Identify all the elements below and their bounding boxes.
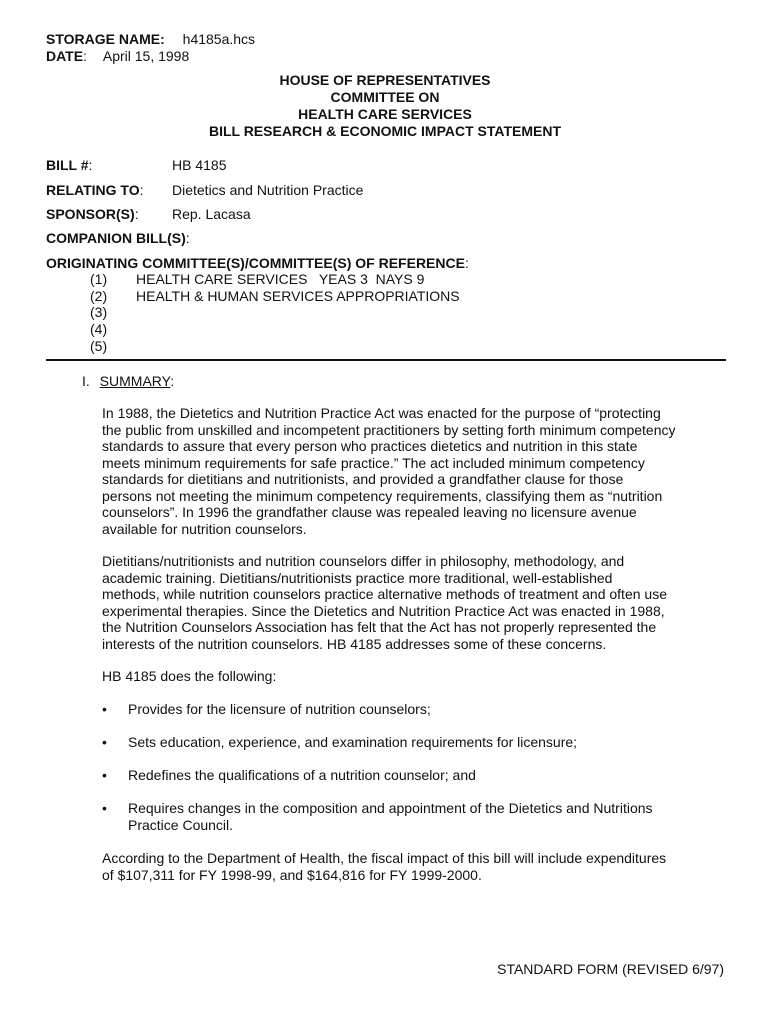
originating-committee-label: ORIGINATING COMMITTEE(S)/COMMITTEE(S) OF REFERENCE: xyxy=(46,255,469,271)
paragraph-line: According to the Department of Health, the fiscal impact of this bill will include expenditures xyxy=(102,850,667,866)
paragraph-line: counselors”. In 1996 the grandfather clause was repealed leaving no licensure avenue xyxy=(102,504,637,520)
date-label: DATE xyxy=(46,48,84,64)
paragraph-line: of $107,311 for FY 1998-99, and $164,816 for FY 1999-2000. xyxy=(102,866,482,883)
paragraph-line: interests of the nutrition counselors. HB 4185 addresses some of these concerns. xyxy=(102,635,607,652)
reference-number: (1) xyxy=(90,271,108,287)
form-footer: STANDARD FORM (REVISED 6/97) xyxy=(497,961,724,977)
paragraph-line: available for nutrition counselors. xyxy=(102,520,307,537)
bill-number-label: BILL #: xyxy=(46,157,93,173)
sponsor-value: Rep. Lacasa xyxy=(172,206,251,222)
title-line-2: COMMITTEE ON xyxy=(330,89,440,105)
reference-text: HEALTH & HUMAN SERVICES APPROPRIATIONS xyxy=(136,288,460,304)
bullet-icon: • xyxy=(102,800,107,816)
paragraph-line: experimental therapies. Since the Dietetics and Nutrition Practice Act was enacted in 1988, xyxy=(102,602,665,619)
title-line-3: HEALTH CARE SERVICES xyxy=(298,106,472,122)
paragraph-line: persons not meeting the minimum competency requirements, classifying them as “nutrition xyxy=(102,487,663,504)
paragraph-line: In 1988, the Dietetics and Nutrition Practice Act was enacted for the purpose of “protecting xyxy=(102,405,661,421)
paragraph-line: the Nutrition Counselors Association has felt that the Act has not properly represented the xyxy=(102,619,657,635)
section-numeral: I. xyxy=(82,373,90,389)
paragraph-line: standards for dietitians and nutritionists, and provided a grandfather clause for those xyxy=(102,471,624,487)
storage-name-value: h4185a.hcs xyxy=(182,31,256,47)
title-line-4: BILL RESEARCH & ECONOMIC IMPACT STATEMENT xyxy=(208,123,562,139)
bullet-icon: • xyxy=(102,701,107,717)
bullet-icon: • xyxy=(102,767,107,783)
relating-to-value: Dietetics and Nutrition Practice xyxy=(172,182,364,198)
paragraph-line: meets minimum requirements for safe practice.” The act included minimum competency xyxy=(102,454,645,471)
paragraph-line: the public from unskilled and incompetent practitioners by setting forth minimum competency xyxy=(102,421,676,438)
provision-item: Redefines the qualifications of a nutrition counselor; and xyxy=(128,767,476,783)
date-line: DATE: April 15, 1998 xyxy=(46,48,190,64)
paragraph-line: methods, while nutrition counselors practice alternative methods of treatment and often use xyxy=(102,586,667,602)
bill-provisions-intro: HB 4185 does the following: xyxy=(102,668,277,684)
provision-item: Requires changes in the composition and appointment of the Dietetics and Nutritions Practice Council. xyxy=(128,800,653,833)
bill-number-value: HB 4185 xyxy=(172,157,227,173)
date-value: April 15, 1998 xyxy=(102,48,190,64)
sponsor-label: SPONSOR(S): xyxy=(46,206,139,222)
paragraph-line: Dietitians/nutritionists and nutrition counselors differ in philosophy, methodology, and xyxy=(102,553,625,569)
provision-item: Sets education, experience, and examination requirements for licensure; xyxy=(128,734,578,750)
title-line-1: HOUSE OF REPRESENTATIVES xyxy=(279,72,491,88)
paragraph-line: standards to assure that every person who practices dietetics and nutrition in this state xyxy=(102,438,638,454)
relating-to-label: RELATING TO: xyxy=(46,182,144,198)
summary-title: SUMMARY xyxy=(99,373,171,389)
storage-name-line: STORAGE NAME: h4185a.hcs xyxy=(46,31,256,47)
summary-paragraph-1 xyxy=(102,405,732,537)
provision-item: Provides for the licensure of nutrition counselors; xyxy=(128,701,431,717)
section-divider xyxy=(46,359,726,361)
reference-number: (5) xyxy=(90,338,108,354)
reference-number: (2) xyxy=(90,288,108,304)
companion-bills-label: COMPANION BILL(S): xyxy=(46,230,190,246)
reference-text: HEALTH CARE SERVICES YEAS 3 NAYS 9 xyxy=(136,271,425,287)
paragraph-line: academic training. Dietitians/nutritionists practice more traditional, well-established xyxy=(102,569,613,586)
summary-heading: I. SUMMARY: xyxy=(82,373,175,389)
storage-name-label: STORAGE NAME xyxy=(46,31,161,47)
reference-number: (3) xyxy=(90,304,108,320)
summary-paragraph-2 xyxy=(102,553,732,652)
bullet-icon: • xyxy=(102,734,107,750)
fiscal-impact-paragraph xyxy=(102,850,732,883)
reference-number: (4) xyxy=(90,321,108,337)
